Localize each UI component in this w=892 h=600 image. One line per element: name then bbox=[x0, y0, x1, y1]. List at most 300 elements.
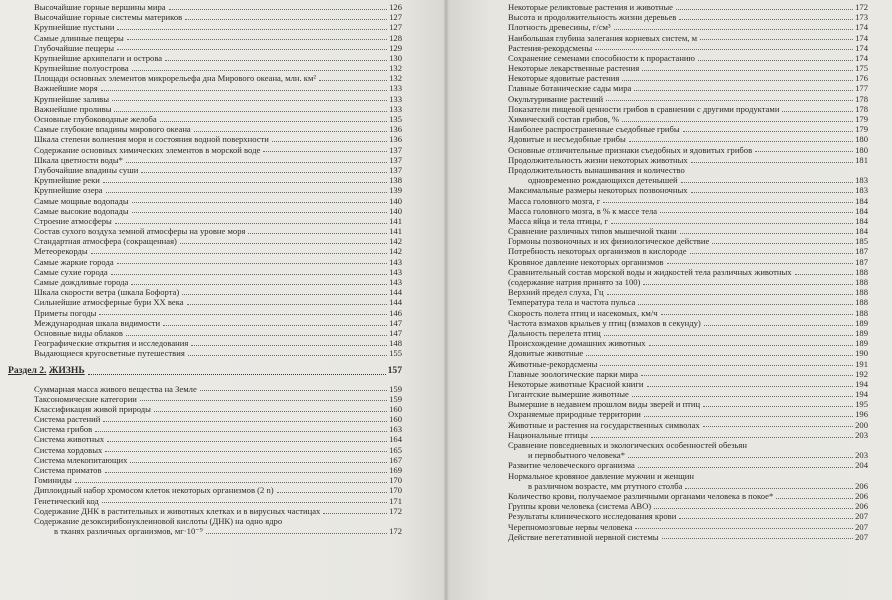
toc-entry-page: 180 bbox=[855, 134, 868, 145]
toc-entry-page: 136 bbox=[389, 124, 402, 135]
toc-entry-page: 184 bbox=[855, 195, 868, 206]
toc-entry-page: 164 bbox=[389, 434, 402, 445]
dot-leader bbox=[660, 212, 853, 213]
toc-entry-page: 174 bbox=[855, 22, 868, 33]
toc-entry bbox=[34, 287, 402, 297]
dot-leader bbox=[180, 243, 387, 244]
toc-entry bbox=[508, 114, 868, 124]
toc-entry-title: Некоторые животные Красной книги bbox=[508, 378, 644, 389]
dot-leader bbox=[635, 528, 853, 529]
toc-entry bbox=[508, 379, 868, 389]
toc-entry-title: Гормоны позвоночных и их физиологическое действие bbox=[508, 236, 710, 247]
toc-entry bbox=[34, 404, 402, 414]
toc-entry-page: 196 bbox=[855, 409, 868, 420]
toc-entry-page: 180 bbox=[855, 144, 868, 155]
left-toc-list bbox=[8, 1, 402, 537]
dot-leader bbox=[185, 19, 387, 20]
toc-entry bbox=[34, 424, 402, 434]
toc-entry-title: Гоминиды bbox=[34, 475, 72, 486]
toc-entry-title: Сравнение различных типов мышечной ткани bbox=[508, 226, 677, 237]
toc-entry-title: Развитие человеческого организма bbox=[508, 460, 635, 471]
toc-entry-page: 137 bbox=[389, 164, 402, 175]
toc-entry-title: Количество крови, получаемое различными органами человека в покое* bbox=[508, 490, 774, 501]
dot-leader bbox=[679, 518, 853, 519]
dot-leader bbox=[643, 284, 853, 285]
toc-entry bbox=[34, 485, 402, 495]
toc-entry-title: Диплоидный набор хромосом клеток некоторых организмов (2 n) bbox=[34, 485, 274, 496]
toc-entry-title: Крупнейшие пустыни bbox=[34, 22, 115, 33]
toc-entry-page: 127 bbox=[389, 12, 402, 23]
dot-leader bbox=[586, 355, 853, 356]
toc-entry-page: 188 bbox=[855, 266, 868, 277]
toc-entry bbox=[508, 328, 868, 338]
toc-entry-page: 177 bbox=[855, 83, 868, 94]
toc-entry-page: 181 bbox=[855, 154, 868, 165]
toc-entry-page: 179 bbox=[855, 124, 868, 135]
toc-entry-title: Система грибов bbox=[34, 424, 93, 435]
dot-leader bbox=[782, 111, 853, 112]
toc-entry bbox=[34, 338, 402, 348]
toc-entry bbox=[34, 33, 402, 43]
dot-leader bbox=[603, 202, 853, 203]
toc-entry-page: 179 bbox=[855, 114, 868, 125]
toc-entry-title: Скорость полета птиц и насекомых, км/ч bbox=[508, 307, 658, 318]
dot-leader bbox=[698, 60, 853, 61]
toc-entry-title: Охраняемые природные территории bbox=[508, 409, 641, 420]
toc-entry-page: 184 bbox=[855, 226, 868, 237]
toc-entry bbox=[508, 63, 868, 73]
section-number: Раздел 2. bbox=[8, 364, 47, 376]
dot-leader bbox=[680, 233, 853, 234]
toc-entry-title: Происхождение домашних животных bbox=[508, 338, 646, 349]
toc-entry-page: 129 bbox=[389, 42, 402, 53]
book-gutter bbox=[443, 0, 449, 600]
dot-leader bbox=[95, 431, 387, 432]
toc-entry-title: Стандартная атмосфера (сокращенная) bbox=[34, 236, 177, 247]
toc-entry-title: Содержание ДНК в растительных и животных клетках и в вирусных частицах bbox=[34, 505, 321, 516]
toc-entry-page: 183 bbox=[855, 185, 868, 196]
toc-entry-title: Содержание основных химических элементов в морской воде bbox=[34, 144, 261, 155]
toc-entry bbox=[508, 491, 868, 501]
dot-leader bbox=[117, 29, 387, 30]
toc-entry-page: 155 bbox=[389, 348, 402, 359]
toc-entry bbox=[34, 73, 402, 83]
toc-entry-page: 206 bbox=[855, 501, 868, 512]
toc-entry bbox=[508, 226, 868, 236]
toc-entry-title: Основные виды облаков bbox=[34, 327, 123, 338]
toc-entry-page: 189 bbox=[855, 327, 868, 338]
section-heading bbox=[8, 363, 402, 379]
dot-leader bbox=[88, 374, 386, 375]
dot-leader bbox=[206, 533, 387, 534]
toc-entry-title: Национальные птицы bbox=[508, 429, 588, 440]
dot-leader bbox=[776, 498, 853, 499]
toc-entry bbox=[508, 287, 868, 297]
toc-entry bbox=[508, 94, 868, 104]
toc-entry-page: 188 bbox=[855, 287, 868, 298]
toc-entry-page: 172 bbox=[855, 1, 868, 12]
toc-entry-page: 170 bbox=[389, 485, 402, 496]
toc-entry-page: 200 bbox=[855, 419, 868, 430]
dot-leader bbox=[642, 70, 853, 71]
toc-entry-page: 159 bbox=[389, 393, 402, 404]
toc-entry bbox=[34, 185, 402, 195]
toc-entry-title: Ядовитые и несъедобные грибы bbox=[508, 134, 626, 145]
toc-entry-page: 172 bbox=[389, 526, 402, 537]
toc-entry-title: Максимальные размеры некоторых позвоночных bbox=[508, 185, 688, 196]
dot-leader bbox=[683, 131, 853, 132]
toc-entry bbox=[34, 445, 402, 455]
toc-entry bbox=[508, 277, 868, 287]
toc-entry bbox=[34, 175, 402, 185]
right-page bbox=[446, 0, 892, 600]
toc-entry bbox=[508, 134, 868, 144]
toc-entry-title: Масса головного мозга, г bbox=[508, 195, 601, 206]
dot-leader bbox=[187, 304, 388, 305]
toc-entry-title: Нормальное кровяное давление мужчин и женщин bbox=[508, 470, 694, 481]
toc-entry-title: Глубочайшие пещеры bbox=[34, 42, 115, 53]
toc-entry bbox=[34, 155, 402, 165]
toc-entry-title: Дальность перелета птиц bbox=[508, 327, 601, 338]
toc-entry-title: Сравнение повседневных и экологических особенностей обезьян bbox=[508, 440, 747, 451]
toc-entry-title: Шкала скорости ветра (шкала Бофорта) bbox=[34, 287, 180, 298]
toc-entry bbox=[34, 308, 402, 318]
toc-entry-page: 204 bbox=[855, 460, 868, 471]
dot-leader bbox=[323, 513, 387, 514]
toc-entry-title: Площади основных элементов микрорельефа дна Мирового океана, млн. км² bbox=[34, 73, 316, 84]
dot-leader bbox=[628, 457, 853, 458]
toc-entry-page: 189 bbox=[855, 317, 868, 328]
toc-entry bbox=[34, 12, 402, 22]
toc-entry-title: Наиболее распространенные съедобные грибы bbox=[508, 124, 680, 135]
toc-entry-page: 174 bbox=[855, 32, 868, 43]
dot-leader bbox=[703, 406, 853, 407]
dot-leader bbox=[263, 151, 387, 152]
toc-entry-title: Система млекопитающих bbox=[34, 454, 128, 465]
dot-leader bbox=[130, 462, 387, 463]
dot-leader bbox=[676, 9, 853, 10]
dot-leader bbox=[591, 437, 853, 438]
dot-leader bbox=[191, 345, 387, 346]
toc-entry-title: Метеорекорды bbox=[34, 246, 88, 257]
toc-entry-page: 178 bbox=[855, 103, 868, 114]
toc-entry bbox=[34, 277, 402, 287]
dot-leader bbox=[614, 29, 854, 30]
toc-entry bbox=[508, 84, 868, 94]
toc-entry-title: Кровяное давление некоторых организмов bbox=[508, 256, 664, 267]
toc-entry bbox=[34, 267, 402, 277]
toc-entry-page: 144 bbox=[389, 287, 402, 298]
dot-leader bbox=[117, 49, 387, 50]
toc-entry-title: в различном возрасте, мм ртутного столба bbox=[528, 480, 683, 491]
dot-leader bbox=[277, 492, 387, 493]
toc-entry-page: 206 bbox=[855, 480, 868, 491]
dot-leader bbox=[132, 212, 387, 213]
toc-entry-title: Приметы погоды bbox=[34, 307, 97, 318]
toc-entry-page: 176 bbox=[855, 73, 868, 84]
toc-entry-title: Частота взмахов крыльев у птиц (взмахов в секунду) bbox=[508, 317, 701, 328]
dot-leader bbox=[200, 390, 387, 391]
toc-entry-title: Крупнейшие заливы bbox=[34, 93, 110, 104]
toc-entry-title: Важнейшие проливы bbox=[34, 103, 112, 114]
dot-leader bbox=[114, 111, 387, 112]
dot-leader bbox=[107, 441, 387, 442]
dot-leader bbox=[681, 182, 853, 183]
toc-entry bbox=[508, 53, 868, 63]
toc-entry bbox=[34, 63, 402, 73]
dot-leader bbox=[638, 467, 853, 468]
toc-entry-page: 142 bbox=[389, 236, 402, 247]
toc-entry-page: 174 bbox=[855, 52, 868, 63]
toc-entry bbox=[34, 394, 402, 404]
dot-leader bbox=[105, 472, 388, 473]
dot-leader bbox=[704, 325, 853, 326]
dot-leader bbox=[126, 162, 387, 163]
toc-entry-page: 159 bbox=[389, 383, 402, 394]
toc-entry-title: Гигантские вымершие животные bbox=[508, 389, 629, 400]
toc-entry bbox=[508, 2, 868, 12]
toc-entry-page: 160 bbox=[389, 414, 402, 425]
dot-leader bbox=[132, 70, 387, 71]
toc-entry-title: Глубочайшие впадины суши bbox=[34, 164, 139, 175]
dot-leader bbox=[606, 100, 853, 101]
toc-entry bbox=[34, 104, 402, 114]
section-heading-title bbox=[8, 363, 85, 379]
dot-leader bbox=[154, 411, 387, 412]
toc-entry-title: Генетический код bbox=[34, 495, 99, 506]
toc-entry-page: 191 bbox=[855, 358, 868, 369]
dot-leader bbox=[163, 325, 387, 326]
toc-entry-title: Шкала цветности воды* bbox=[34, 154, 123, 165]
toc-entry bbox=[508, 511, 868, 521]
toc-entry-title: Некоторые лекарственные растения bbox=[508, 63, 640, 74]
toc-entry bbox=[34, 94, 402, 104]
toc-entry bbox=[34, 506, 402, 516]
toc-entry bbox=[508, 124, 868, 134]
dot-leader bbox=[131, 284, 387, 285]
toc-entry-page: 163 bbox=[389, 424, 402, 435]
dot-leader bbox=[638, 304, 853, 305]
dot-leader bbox=[141, 172, 387, 173]
dot-leader bbox=[112, 100, 387, 101]
toc-entry-title: Некоторые реликтовые растения и животные bbox=[508, 1, 673, 12]
toc-entry bbox=[508, 165, 868, 175]
toc-entry-title: Крупнейшие архипелаги и острова bbox=[34, 52, 163, 63]
toc-entry-title: Продолжительность жизни некоторых животных bbox=[508, 154, 688, 165]
dot-leader bbox=[685, 488, 853, 489]
toc-entry-page: 143 bbox=[389, 277, 402, 288]
toc-entry-title: Черепномозговые нервы человека bbox=[508, 521, 633, 532]
toc-entry bbox=[508, 196, 868, 206]
section-name: ЖИЗНЬ bbox=[48, 364, 85, 376]
toc-entry bbox=[508, 308, 868, 318]
dot-leader bbox=[169, 9, 388, 10]
toc-entry-title: Самые глубокие впадины мирового океана bbox=[34, 124, 191, 135]
toc-entry-title: Классификация живой природы bbox=[34, 403, 151, 414]
toc-entry-title: Международная шкала видимости bbox=[34, 317, 161, 328]
toc-entry bbox=[508, 389, 868, 399]
toc-entry-title: Высочайшие горные вершины мира bbox=[34, 1, 166, 12]
dot-leader bbox=[194, 131, 387, 132]
toc-entry-page: 144 bbox=[389, 297, 402, 308]
dot-leader bbox=[629, 141, 853, 142]
toc-entry-title: Крупнейшие полуострова bbox=[34, 63, 129, 74]
toc-entry-page: 132 bbox=[389, 73, 402, 84]
toc-entry-title: Крупнейшие озера bbox=[34, 185, 103, 196]
toc-entry bbox=[508, 369, 868, 379]
toc-entry-title: Система животных bbox=[34, 434, 105, 445]
toc-entry-page: 143 bbox=[389, 256, 402, 267]
dot-leader bbox=[755, 151, 853, 152]
dot-leader bbox=[188, 355, 387, 356]
toc-entry bbox=[34, 348, 402, 358]
toc-entry-page: 139 bbox=[389, 185, 402, 196]
toc-entry-page: 170 bbox=[389, 475, 402, 486]
toc-entry-page: 136 bbox=[389, 134, 402, 145]
toc-entry-page: 188 bbox=[855, 297, 868, 308]
toc-entry-page: 142 bbox=[389, 246, 402, 257]
toc-entry-page: 146 bbox=[389, 307, 402, 318]
toc-entry-title: Масса головного мозга, в % к массе тела bbox=[508, 205, 658, 216]
dot-leader bbox=[662, 538, 854, 539]
toc-entry bbox=[34, 516, 402, 526]
dot-leader bbox=[91, 253, 387, 254]
toc-entry bbox=[508, 155, 868, 165]
toc-entry bbox=[508, 22, 868, 32]
toc-entry-title: Плотность древесины, г/см³ bbox=[508, 22, 611, 33]
toc-entry-page: 126 bbox=[389, 1, 402, 12]
toc-entry-page: 183 bbox=[855, 175, 868, 186]
toc-entry-page: 141 bbox=[389, 215, 402, 226]
toc-entry bbox=[34, 165, 402, 175]
toc-entry bbox=[34, 43, 402, 53]
dot-leader bbox=[111, 274, 387, 275]
toc-entry bbox=[508, 471, 868, 481]
toc-entry-title: Животные и растения на государственных символах bbox=[508, 419, 700, 430]
toc-entry-page: 188 bbox=[855, 277, 868, 288]
dot-leader bbox=[600, 365, 853, 366]
dot-leader bbox=[667, 263, 854, 264]
toc-entry bbox=[508, 532, 868, 542]
toc-entry-title: Результаты клинического исследования крови bbox=[508, 511, 677, 522]
dot-leader bbox=[75, 482, 387, 483]
toc-entry bbox=[508, 501, 868, 511]
dot-leader bbox=[165, 60, 387, 61]
toc-entry bbox=[34, 124, 402, 134]
toc-entry bbox=[34, 297, 402, 307]
toc-entry-title: Суммарная масса живого вещества на Земле bbox=[34, 383, 197, 394]
dot-leader bbox=[319, 80, 387, 81]
toc-entry bbox=[508, 460, 868, 470]
toc-entry bbox=[508, 297, 868, 307]
dot-leader bbox=[649, 345, 854, 346]
toc-entry-page: 190 bbox=[855, 348, 868, 359]
toc-entry-title: Основные глубоководные желоба bbox=[34, 114, 157, 125]
toc-entry-title: Продолжительность вынашивания и количество bbox=[508, 164, 685, 175]
toc-entry-title: Самые жаркие города bbox=[34, 256, 114, 267]
toc-entry-title: Самые высокие водопады bbox=[34, 205, 129, 216]
toc-entry-title: Система растений bbox=[34, 414, 101, 425]
toc-entry-page: 194 bbox=[855, 378, 868, 389]
toc-entry-page: 187 bbox=[855, 246, 868, 257]
toc-entry bbox=[34, 2, 402, 12]
toc-entry bbox=[34, 53, 402, 63]
toc-entry-title: Выдающиеся кругосветные путешествия bbox=[34, 348, 185, 359]
dot-leader bbox=[690, 253, 854, 254]
dot-leader bbox=[604, 335, 853, 336]
toc-entry-title: Географические открытия и исследования bbox=[34, 338, 189, 349]
toc-entry bbox=[34, 226, 402, 236]
toc-entry-page: 160 bbox=[389, 403, 402, 414]
toc-entry-page: 195 bbox=[855, 399, 868, 410]
toc-entry-title: Самые длинные пещеры bbox=[34, 32, 124, 43]
toc-entry bbox=[508, 430, 868, 440]
dot-leader bbox=[622, 121, 853, 122]
dot-leader bbox=[654, 508, 853, 509]
toc-entry bbox=[34, 145, 402, 155]
dot-leader bbox=[127, 39, 387, 40]
toc-entry-page: 148 bbox=[389, 338, 402, 349]
toc-entry-title: Вымершие в недавнем прошлом виды зверей и птиц bbox=[508, 399, 701, 410]
toc-entry-title: Состав сухого воздуха земной атмосферы на уровне моря bbox=[34, 226, 246, 237]
toc-entry-title: Ядовитые животные bbox=[508, 348, 584, 359]
toc-entry-page: 147 bbox=[389, 327, 402, 338]
toc-entry bbox=[508, 236, 868, 246]
dot-leader bbox=[103, 182, 387, 183]
dot-leader bbox=[691, 192, 854, 193]
toc-entry bbox=[34, 22, 402, 32]
toc-entry-title: Окультуривание растений bbox=[508, 93, 604, 104]
toc-entry-title: Главные ботанические сады мира bbox=[508, 83, 632, 94]
toc-entry bbox=[34, 384, 402, 394]
dot-leader bbox=[106, 192, 387, 193]
toc-entry-page: 137 bbox=[389, 154, 402, 165]
dot-leader bbox=[595, 49, 853, 50]
toc-entry-title: Температура тела и частота пульса bbox=[508, 297, 636, 308]
dot-leader bbox=[661, 314, 854, 315]
toc-entry-title: Показатели пищевой ценности грибов в сравнении с другими продуктами bbox=[508, 103, 780, 114]
toc-entry-page: 194 bbox=[855, 389, 868, 400]
toc-entry-title: Масса яйца и тела птицы, г bbox=[508, 215, 608, 226]
toc-entry-title: Крупнейшие реки bbox=[34, 175, 100, 186]
dot-leader bbox=[634, 90, 853, 91]
toc-entry-page: 171 bbox=[389, 495, 402, 506]
toc-entry-page: 133 bbox=[389, 103, 402, 114]
toc-entry bbox=[34, 318, 402, 328]
toc-entry bbox=[34, 247, 402, 257]
dot-leader bbox=[160, 121, 387, 122]
toc-entry-title: Сравнительный состав морской воды и жидкостей тела различных животных bbox=[508, 266, 792, 277]
dot-leader bbox=[700, 39, 853, 40]
toc-entry bbox=[508, 12, 868, 22]
toc-entry bbox=[34, 496, 402, 506]
toc-entry-page: 184 bbox=[855, 215, 868, 226]
toc-entry-page: 203 bbox=[855, 450, 868, 461]
toc-entry bbox=[508, 216, 868, 226]
toc-entry bbox=[34, 236, 402, 246]
toc-entry-page: 174 bbox=[855, 42, 868, 53]
toc-entry-title: Наибольшая глубина залегания корневых систем, м bbox=[508, 32, 698, 43]
toc-entry-page: 192 bbox=[855, 368, 868, 379]
toc-entry-title: одновременно рождающихся детенышей bbox=[528, 175, 678, 186]
toc-entry bbox=[34, 455, 402, 465]
dot-leader bbox=[117, 263, 387, 264]
toc-entry-title: Некоторые ядовитые растения bbox=[508, 73, 620, 84]
toc-entry-title: Система хордовых bbox=[34, 444, 103, 455]
right-toc-list bbox=[508, 2, 868, 542]
toc-entry-title: Растения-рекордсмены bbox=[508, 42, 593, 53]
toc-entry bbox=[34, 435, 402, 445]
